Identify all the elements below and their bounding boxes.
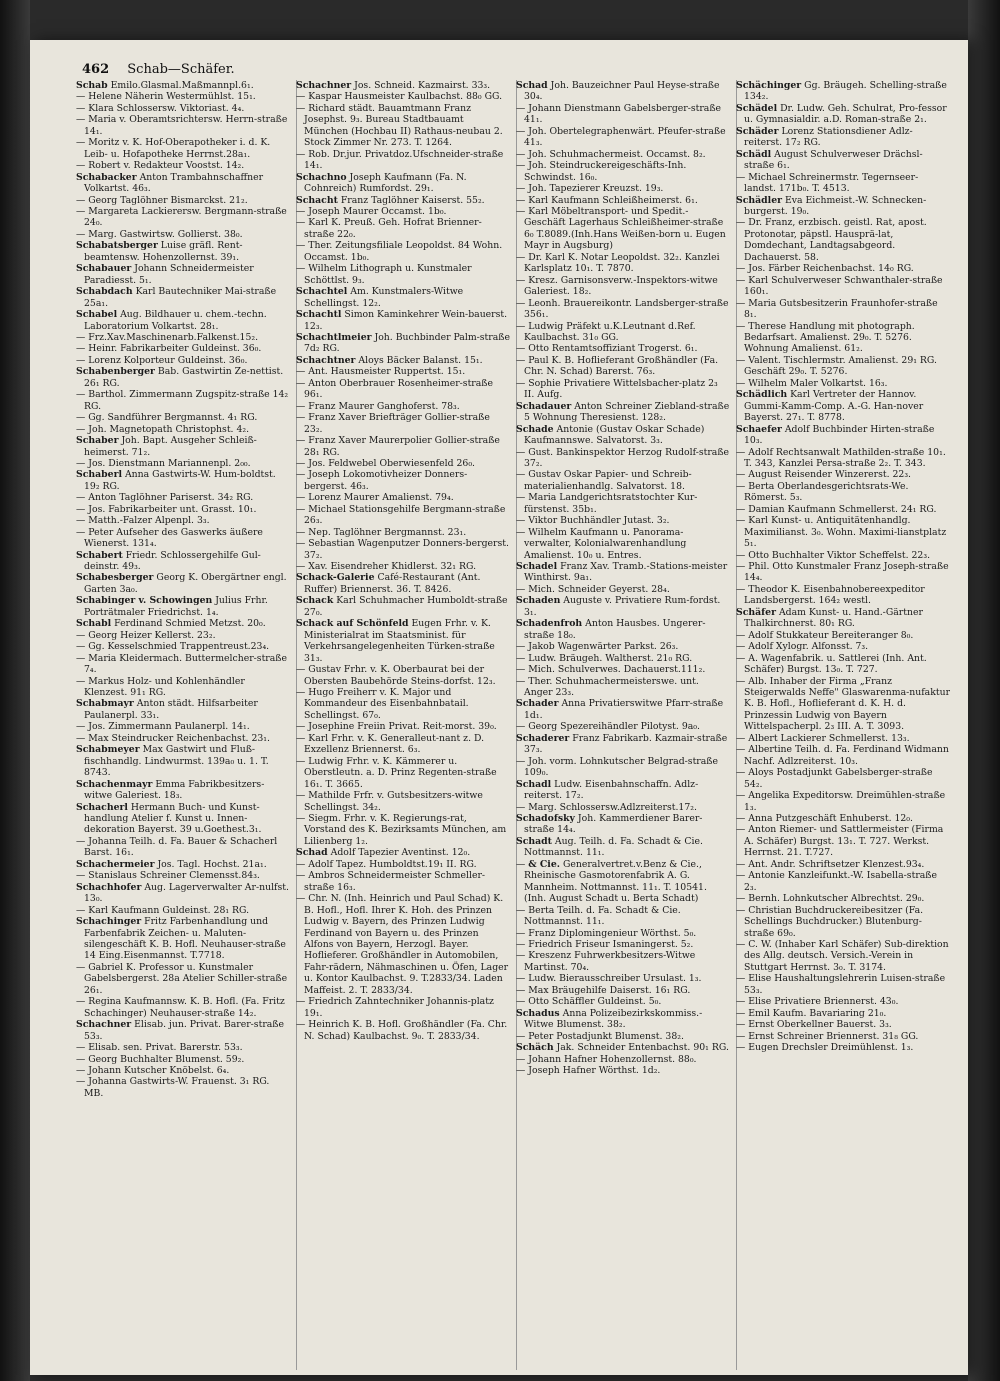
directory-column-2 xyxy=(296,80,510,1370)
entry-surname: Schadt xyxy=(516,835,552,847)
entry-surname: Schaefer xyxy=(736,423,782,435)
directory-entry: Schadel Franz Xav. Tramb.-Stations-meister Winthirst. 9a₁. xyxy=(516,561,728,584)
directory-entry: — Damian Kaufmann Schmellerst. 24₁ RG. xyxy=(736,503,937,515)
directory-entry: — Johanna Teilh. d. Fa. Bauer & Schacherl Barst. 16₁. xyxy=(76,835,278,859)
directory-entry: — Otto Schäffler Guldeinst. 5₀. xyxy=(516,996,662,1008)
directory-entry: — Jakob Wagenwärter Parkst. 26₃. xyxy=(516,641,679,653)
directory-entry: — Kaspar Hausmeister Kaulbachst. 88₀ GG. xyxy=(296,91,503,103)
entry-surname: Schachhofer xyxy=(76,881,142,893)
directory-entry: — Jos. Färber Reichenbachst. 14₀ RG. xyxy=(736,263,914,275)
directory-entry: — Elise Haushaltungslehrerin Luisen-straße 53₃. xyxy=(736,973,946,996)
directory-entry: — Otto Buchhalter Viktor Scheffelst. 22₃. xyxy=(736,549,931,561)
directory-entry: — Michael Schreinermstr. Tegernseer-landst. 171b₀. T. 4513. xyxy=(736,171,919,195)
running-head: Schab—Schäfer. xyxy=(127,62,235,77)
directory-entry: — Wilhelm Maler Volkartst. 16₃. xyxy=(736,377,888,389)
directory-entry: Schäder Lorenz Stationsdiener Adlz-reiterst. 17₂ RG. xyxy=(736,125,913,149)
directory-entry: — Ernst Oberkellner Bauerst. 3₃. xyxy=(736,1019,892,1031)
entry-surname: Schachtner xyxy=(296,354,356,366)
entry-surname: Schacht xyxy=(296,194,338,206)
directory-entry: — Helene Näherin Westermühlst. 15₁. xyxy=(76,91,256,103)
directory-entry: — Robert v. Redakteur Voostst. 14₂. xyxy=(76,160,245,172)
directory-column-3 xyxy=(516,80,730,1370)
directory-entry: — Therese Handlung mit photograph. Bedarfsart. Amalienst. 29₀. T. 5276. Wohnung Amalienst. 61₂. xyxy=(736,320,915,355)
entry-surname: Schachinger xyxy=(76,916,142,928)
entry-surname: Schabl xyxy=(76,618,112,630)
directory-entry: Schadus Anna Polizeibezirkskommiss.-Witwe Blumenst. 38₂. xyxy=(516,1007,703,1031)
directory-entry: Schabel Aug. Bildhauer u. chem.-techn. Laboratorium Volkartst. 28₁. xyxy=(76,309,267,332)
directory-entry: — Christian Buchdruckereibesitzer (Fa. Schellings Buchdrucker.) Blutenburg-straße 69₀. xyxy=(736,904,924,939)
directory-entry: — Elisab. sen. Privat. Barerstr. 53₃. xyxy=(76,1042,243,1054)
directory-entry: Schack Karl Schuhmacher Humboldt-straße 27₀. xyxy=(296,595,508,618)
directory-entry: — Anton Taglöhner Pariserst. 34₂ RG. xyxy=(76,492,254,504)
entry-surname: Schad xyxy=(516,80,548,91)
directory-entry: — Elise Privatiere Briennerst. 43₀. xyxy=(736,996,899,1008)
directory-entry: Schabesberger Georg K. Obergärtner engl. Garten 3a₀. xyxy=(76,572,287,595)
directory-entry: — Georg Taglöhner Bismarckst. 21₂. xyxy=(76,194,248,206)
entry-surname: Schäder xyxy=(736,125,779,137)
page-header xyxy=(82,62,235,77)
directory-entry: — Nep. Taglöhner Bergmannst. 23₁. xyxy=(296,526,467,538)
directory-entry: — Maria Gutsbesitzerin Fraunhofer-straße 8₁. xyxy=(736,297,938,321)
directory-entry: — Karl Möbeltransport- und Spedit.-Geschäft Lagerhaus Schleißheimer-straße 6₀ T.8089.(Inh.Hans Weißen-born u. Eugen Mayr in Augsburg) xyxy=(516,205,726,252)
entry-surname: Schächinger xyxy=(736,80,802,91)
directory-entry: — Wilhelm Kaufmann u. Panorama-verwalter, Kolonialwarenhandlung Amalienst. 10₀ u. Entres. xyxy=(516,526,687,561)
directory-entry: Schade Antonie (Gustav Oskar Schade) Kaufmannswe. Salvatorst. 3₃. xyxy=(516,423,705,447)
directory-entry: Schack-Galerie Café-Restaurant (Ant. Ruffer) Briennerst. 36. T. 8426. xyxy=(296,572,481,595)
entry-surname: Schabert xyxy=(76,549,123,561)
entry-surname: Schader xyxy=(516,698,559,710)
directory-entry: — Karl Kaufmann Guldeinst. 28₁ RG. xyxy=(76,904,250,916)
directory-entry: — Jos. Feldwebel Oberwiesenfeld 26₀. xyxy=(296,457,476,469)
directory-entry: Schädl August Schulverweser Drächsl-straße 6₁. xyxy=(736,148,923,172)
directory-entry: Schächinger Gg. Bräugeh. Schelling-straße 134₂. xyxy=(736,80,947,103)
directory-entry: — Moritz v. K. Hof-Oberapotheker i. d. K. Leib- u. Hofapotheke Herrnst.28a₁. xyxy=(76,137,271,160)
entry-surname: Schade xyxy=(516,423,554,435)
directory-entry: — Joh. Obertelegraphenwärt. Pfeufer-straße 41₃. xyxy=(516,125,726,149)
directory-entry: — Dr. Franz, erzbisch. geistl. Rat, apost. Protonotar, päpstl. Hausprä-lat, Domdechant, Landtagsabgeord. Dachauerst. 58. xyxy=(736,217,927,263)
entry-surname: Schaberl xyxy=(76,469,123,481)
directory-entry: — Joh. Steindruckereigeschäfts-Inh. Schwindst. 16₀. xyxy=(516,160,687,183)
directory-entry: — Markus Holz- und Kohlenhändler Klenzest. 91₁ RG. xyxy=(76,675,245,699)
entry-surname: Schabel xyxy=(76,309,118,321)
directory-entry: — Joh. Tapezierer Kreuzst. 19₃. xyxy=(516,183,664,195)
directory-entry: — Anna Putzgeschäft Enhuberst. 12₀. xyxy=(736,813,913,824)
entry-surname: Schabesberger xyxy=(76,572,154,584)
directory-entry: — Max Bräugehilfe Daiserst. 16₁ RG. xyxy=(516,984,691,996)
directory-entry: Schacht Franz Taglöhner Kaiserst. 55₂. xyxy=(296,194,485,206)
directory-entry: Schad Joh. Bauzeichner Paul Heyse-straße 30₄. xyxy=(516,80,720,103)
directory-entry: Schachtlmeier Joh. Buchbinder Palm-straße 7d₂ RG. xyxy=(296,331,510,355)
entry-surname: Schabmayr xyxy=(76,698,134,710)
entry-surname: Schad xyxy=(296,847,328,859)
directory-entry: — Albertine Teilh. d. Fa. Ferdinand Widmann Nachf. Adlzreiterst. 10₃. xyxy=(736,744,949,767)
directory-entry: — Sophie Privatiere Wittelsbacher-platz 2₃ II. Aufg. xyxy=(516,377,718,401)
entry-surname: & Cie. xyxy=(528,858,560,870)
entry-surname: Schaden xyxy=(516,595,561,607)
directory-entry: Schaber Joh. Bapt. Ausgeher Schleiß-heimerst. 71₂. xyxy=(76,435,257,458)
entry-surname: Schabatsberger xyxy=(76,240,158,252)
directory-entry: — Franz Diplomingenieur Wörthst. 5₀. xyxy=(516,927,697,939)
directory-entry: — Siegm. Frhr. v. K. Regierungs-rat, Vorstand des K. Bezirksamts München, am Lilienberg 1₂. xyxy=(296,813,507,847)
directory-page xyxy=(30,40,968,1375)
entry-surname: Schack-Galerie xyxy=(296,572,375,584)
directory-entry: — Joh. Schuhmachermeist. Occamst. 8₂. xyxy=(516,148,706,160)
entry-surname: Schack auf Schönfeld xyxy=(296,618,409,630)
directory-entry: — Viktor Buchhändler Jutast. 3₂. xyxy=(516,515,670,527)
directory-entry: — Johanna Gastwirts-W. Frauenst. 3₁ RG. MB. xyxy=(76,1076,270,1099)
entry-surname: Schadofsky xyxy=(516,813,575,824)
directory-entry: — Albert Lackierer Schmellerst. 13₃. xyxy=(736,732,910,744)
directory-entry: Schäch Jak. Schneider Entenbachst. 90₁ RG. xyxy=(516,1042,729,1054)
directory-entry: — Peter Aufseher des Gaswerks äußere Wienerst. 131₄. xyxy=(76,526,263,550)
directory-entry: — Lorenz Kolporteur Guldeinst. 36₀. xyxy=(76,354,248,366)
directory-entry: — Ludwig Präfekt u.K.Leutnant d.Ref. Kaulbachst. 31₀ GG. xyxy=(516,320,696,343)
directory-entry: — August Reisender Winzererst. 22₃. xyxy=(736,469,912,481)
directory-entry: Schabdach Karl Bautechniker Mai-straße 25a₁. xyxy=(76,286,277,309)
book-edge-shadow xyxy=(968,0,1000,1381)
directory-entry: — Barthol. Zimmermann Zugspitz-straße 14₂ RG. xyxy=(76,389,289,412)
entry-surname: Schab xyxy=(76,80,108,91)
directory-entry: — Adolf Rechtsanwalt Mathilden-straße 10₁. T. 343, Kanzlei Persa-straße 2₂. T. 343. xyxy=(736,446,946,469)
directory-entry: — Dr. Karl K. Notar Leopoldst. 32₂. Kanzlei Karlsplatz 10₁. T. 7870. xyxy=(516,251,720,275)
directory-entry: — Franz Maurer Ganghoferst. 78₃. xyxy=(296,400,460,412)
directory-entry: Schabmeyer Max Gastwirt und Fluß-fischhandlg. Lindwurmst. 139a₀ u. 1. T. 8743. xyxy=(76,744,269,779)
directory-entry: Schacherl Hermann Buch- und Kunst-handlung Atelier f. Kunst u. Innen-dekoration Bayerst. 39 u.Goethest.3₁. xyxy=(76,801,262,836)
entry-surname: Schabauer xyxy=(76,263,132,275)
directory-entry: — Ther. Zeitungsfiliale Leopoldst. 84 Wohn. Occamst. 1b₀. xyxy=(296,240,503,263)
directory-entry: — Josephine Freiin Privat. Reit-morst. 39₀. xyxy=(296,721,497,733)
directory-entry: — Adolf Xylogr. Alfonsst. 7₃. xyxy=(736,641,869,653)
directory-entry: — Gg. Sandführer Bergmannst. 4₁ RG. xyxy=(76,412,258,424)
directory-entry: Schabacker Anton Trambahnschaffner Volkartst. 46₃. xyxy=(76,171,264,195)
directory-entry: — Sebastian Wagenputzer Donners-bergerst. 37₂. xyxy=(296,538,509,561)
entry-surname: Schachner xyxy=(296,80,352,91)
directory-entry: — Berta Oberlandesgerichtsrats-We. Römerst. 5₃. xyxy=(736,480,909,504)
directory-entry: — Stanislaus Schreiner Clemensst.84₃. xyxy=(76,870,260,882)
directory-entry: — Adolf Stukkateur Bereiteranger 8₀. xyxy=(736,629,914,641)
directory-entry: Schabert Friedr. Schlossergehilfe Gul-deinstr. 49₃. xyxy=(76,549,261,573)
directory-entry: — Adolf Tapez. Humboldtst.19₁ II. RG. xyxy=(296,858,477,870)
directory-entry: — Gg. Kesselschmied Trappentreust.23₄. xyxy=(76,641,270,653)
directory-entry: Schädler Eva Eichmeist.-W. Schnecken-burgerst. 19₀. xyxy=(736,194,927,217)
directory-entry: — Ernst Schreiner Briennerst. 31₈ GG. xyxy=(736,1030,919,1042)
directory-entry: — Heinr. Fabrikarbeiter Guldeinst. 36₀. xyxy=(76,343,262,355)
directory-entry: Schachermeier Jos. Tagl. Hochst. 21a₁. xyxy=(76,858,267,870)
entry-surname: Schaber xyxy=(76,435,119,447)
directory-entry: — Ambros Schneidermeister Schmeller-straße 16₃. xyxy=(296,870,486,893)
entry-surname: Schabinger v. Schowingen xyxy=(76,595,213,607)
entry-surname: Schack xyxy=(296,595,334,607)
directory-entry: Schachno Joseph Kaufmann (Fa. N. Cohnreich) Rumfordst. 29₁. xyxy=(296,171,467,195)
directory-entry: — Ther. Schuhmachermeisterswe. unt. Anger 23₃. xyxy=(516,675,699,699)
directory-entry: — Georg Buchhalter Blumenst. 59₂. xyxy=(76,1053,245,1065)
entry-surname: Schabdach xyxy=(76,286,133,298)
directory-entry: — Frz.Xav.Maschinenarb.Falkenst.15₂. xyxy=(76,331,259,343)
directory-entry: — A. Wagenfabrik. u. Sattlerei (Inh. Ant. Schäfer) Burgst. 13₀. T. 727. xyxy=(736,652,927,676)
directory-entry: — Karl Kaufmann Schleißheimerst. 6₁. xyxy=(516,194,698,206)
entry-surname: Schachermeier xyxy=(76,858,155,870)
directory-entry: — Peter Postadjunkt Blumenst. 38₂. xyxy=(516,1030,684,1042)
directory-entry: — & Cie. Generalvertret.v.Benz & Cie., Rheinische Gasmotorenfabrik A. G. Mannheim. Nottmannst. 11₁. T. 10541. (Inh. August Schadt u. Berta Schadt) xyxy=(516,858,707,905)
directory-entry: Schabenberger Bab. Gastwirtin Ze-nettist. 26₁ RG. xyxy=(76,366,284,389)
directory-entry: — Bernh. Lohnkutscher Albrechtst. 29₀. xyxy=(736,893,925,905)
directory-entry: — Paul K. B. Hoflieferant Großhändler (Fa. Chr. N. Schad) Barerst. 76₃. xyxy=(516,354,719,378)
entry-surname: Schadauer xyxy=(516,400,572,412)
directory-entry: — Gustav Oskar Papier- und Schreib-materialienhandlg. Salvatorst. 18. xyxy=(516,469,692,492)
entry-surname: Schabenberger xyxy=(76,366,155,378)
directory-entry: Schad Adolf Tapezier Aventinst. 12₀. xyxy=(296,847,471,859)
entry-surname: Schäfer xyxy=(736,606,776,618)
directory-column-4 xyxy=(736,80,950,1370)
directory-entry: — Mathilde Frfr. v. Gutsbesitzers-witwe Schellingst. 34₂. xyxy=(296,790,483,813)
directory-entry: — Phil. Otto Kunstmaler Franz Joseph-straße 14₄. xyxy=(736,561,949,584)
directory-entry: — Eugen Drechsler Dreimühlenst. 1₃. xyxy=(736,1042,914,1054)
directory-entry: Schabmayr Anton städt. Hilfsarbeiter Paulanerpl. 33₁. xyxy=(76,698,258,721)
directory-entry: — Aloys Postadjunkt Gabelsberger-straße 54₂. xyxy=(736,767,933,790)
directory-entry: — Joh. Magnetopath Christophst. 4₂. xyxy=(76,423,250,435)
directory-entry: — Friedrich Friseur Ismaningerst. 5₂. xyxy=(516,938,694,950)
directory-entry: Schachtner Aloys Bäcker Balanst. 15₁. xyxy=(296,354,483,366)
entry-surname: Schädl xyxy=(736,148,772,160)
entry-surname: Schadus xyxy=(516,1007,560,1019)
directory-entry: — Antonie Kanzleifunkt.-W. Isabella-straße 2₃. xyxy=(736,870,938,893)
directory-entry: — Johann Kutscher Knöbelst. 6₄. xyxy=(76,1064,230,1076)
directory-entry: — Marg. Schlossersw.Adlzreiterst.17₂. xyxy=(516,801,697,813)
directory-entry: — Gustav Frhr. v. K. Oberbaurat bei der Obersten Baubehörde Steins-dorfst. 12₃. xyxy=(296,664,496,687)
directory-entry: — Alb. Inhaber der Firma „Franz Steigerwalds Neffe" Glaswarenma-nufaktur K. B. Hofl., Hoflieferant d. K. H. d. Prinzessin Ludwig von Bayern Wittelspacherpl. 2₃ III. A. T. 3093. xyxy=(736,675,950,733)
directory-entry: — Hugo Freiherr v. K. Major und Kommandeur des Eisenbahnbatail. Schellingst. 67₀. xyxy=(296,687,469,721)
directory-entry: — Kresz. Garnisonsverw.-Inspektors-witwe Galeriest. 18₂. xyxy=(516,274,718,298)
directory-entry: Schab Emilo.Glasmal.Maßmannpl.6₁. xyxy=(76,80,254,91)
directory-entry: — Jos. Fabrikarbeiter unt. Grasst. 10₁. xyxy=(76,503,257,515)
directory-entry: — Anton Oberbrauer Rosenheimer-straße 96₁. xyxy=(296,377,494,401)
directory-entry: — Marg. Gastwirtsw. Gollierst. 38₀. xyxy=(76,228,243,240)
directory-entry: Schaderer Franz Fabrikarb. Kazmair-straße 37₃. xyxy=(516,732,728,756)
directory-entry: — Leonh. Brauereikontr. Landsberger-straße 356₁. xyxy=(516,297,729,321)
entry-surname: Schachenmayr xyxy=(76,778,153,790)
directory-entry: — Joseph Hafner Wörthst. 1d₂. xyxy=(516,1064,661,1076)
directory-columns xyxy=(76,80,956,1370)
entry-surname: Schädlich xyxy=(736,389,788,401)
entry-surname: Schadl xyxy=(516,778,552,790)
directory-entry: Schachhofer Aug. Lagerverwalter Ar-nulfst. 13₀. xyxy=(76,881,289,905)
directory-entry: Schachner Elisab. jun. Privat. Barer-straße 53₃. xyxy=(76,1019,285,1042)
page-number: 462 xyxy=(82,62,110,77)
directory-entry: — Jos. Dienstmann Mariannenpl. 2₀₀. xyxy=(76,457,251,469)
directory-entry: — Joseph Maurer Occamst. 1b₀. xyxy=(296,205,447,217)
directory-entry: — Emil Kaufm. Bavariaring 21₀. xyxy=(736,1007,887,1019)
directory-entry: — Mich. Schulverwes. Dachauerst.111₂. xyxy=(516,664,706,676)
entry-surname: Schachno xyxy=(296,171,347,183)
directory-entry: Schachenmayr Emma Fabrikbesitzers-witwe Galeriest. 18₃. xyxy=(76,778,265,802)
directory-entry: Schachtl Simon Kaminkehrer Wein-bauerst. 12₃. xyxy=(296,309,508,332)
directory-entry: — Richard städt. Bauamtmann Franz Josephst. 9₃. Bureau Stadtbauamt München (Hochbau II) Rathaus-neubau 2. Stock Zimmer Nr. 273. T. 1264. xyxy=(296,102,503,149)
directory-entry: — Berta Teilh. d. Fa. Schadt & Cie. Nottmannst. 11₁. xyxy=(516,904,681,928)
directory-entry: — Karl Frhr. v. K. Generalleut-nant z. D. Exzellenz Briennerst. 6₃. xyxy=(296,732,485,756)
directory-entry: — Valent. Tischlermstr. Amalienst. 29₁ RG. Geschäft 29₀. T. 5276. xyxy=(736,354,937,378)
directory-entry: Schäfer Adam Kunst- u. Hand.-Gärtner Thalkirchnerst. 80₁ RG. xyxy=(736,606,923,630)
directory-entry: — Michael Stationsgehilfe Bergmann-straße 26₃. xyxy=(296,503,506,527)
directory-entry: — Johann Hafner Hohenzollernst. 88₀. xyxy=(516,1053,697,1065)
entry-surname: Schaderer xyxy=(516,732,570,744)
directory-entry: — Gabriel K. Professor u. Kunstmaler Gabelsbergerst. 28a Atelier Schiller-straße 26₁. xyxy=(76,961,288,996)
directory-entry: — Anton Riemer- und Sattlermeister (Firma A. Schäfer) Burgst. 13₁. T. 727. Werkst. Herrnst. 21. T.727. xyxy=(736,824,944,859)
directory-entry: — Wilhelm Lithograph u. Kunstmaler Schöttlst. 9₃. xyxy=(296,263,472,286)
directory-entry: — Max Steindrucker Reichenbachst. 23₁. xyxy=(76,732,270,744)
directory-entry: Schaberl Anna Gastwirts-W. Hum-boldtst. 19₂ RG. xyxy=(76,469,276,492)
directory-entry: — Karl K. Preuß. Geh. Hofrat Brienner-straße 22₀. xyxy=(296,217,482,240)
directory-entry: — Theodor K. Eisenbahnobereexpeditor Landsbergerst. 164₂ westl. xyxy=(736,583,925,607)
entry-surname: Schäch xyxy=(516,1042,554,1054)
directory-entry: — Kreszenz Fuhrwerkbesitzers-Witwe Martinst. 70₄. xyxy=(516,950,696,973)
book-gutter-shadow xyxy=(0,0,30,1381)
entry-surname: Schabacker xyxy=(76,171,137,183)
directory-entry: — Gust. Bankinspektor Herzog Rudolf-straße 37₂. xyxy=(516,446,730,469)
directory-entry: — Ludwig Frhr. v. K. Kämmerer u. Oberstleutn. a. D. Prinz Regenten-straße 16₁. T. 3665. xyxy=(296,755,497,790)
directory-entry: — Matth.-Falzer Alpenpl. 3₃. xyxy=(76,515,210,527)
directory-entry: — Angelika Expeditorsw. Dreimühlen-straße 1₃. xyxy=(736,790,946,813)
directory-entry: Schabinger v. Schowingen Julius Frhr. Porträtmaler Friedrichst. 1₄. xyxy=(76,595,268,618)
directory-entry: — Joseph Lokomotivheizer Donners-bergerst. 46₃. xyxy=(296,469,468,492)
directory-entry: — Rob. Dr.jur. Privatdoz.Ufschneider-straße 14₁. xyxy=(296,148,504,172)
entry-surname: Schachtel xyxy=(296,286,348,298)
directory-entry: — Chr. N. (Inh. Heinrich und Paul Schad) K. B. Hofl., Hofl. Ihrer K. Hoh. des Prinzen Ludwig v. Bayern, des Prinzen Ludwig Ferdinand von Bayern u. des Prinzen Alfons von Bayern, Herzogl. Bayer. Hoflieferer. Großhändler in Automobilen, Fahr-rädern, Nähmaschinen u. Öfen, Lager u. Kontor Kaulbachst. 9. T.2833/34. Laden Maffeist. 2. T. 2833/34. xyxy=(296,893,509,996)
directory-entry: — Franz Xaver Briefträger Gollier-straße 23₂. xyxy=(296,412,490,435)
entry-surname: Schädel xyxy=(736,102,778,114)
directory-entry: Schachner Jos. Schneid. Kazmairst. 33₃. xyxy=(296,80,491,91)
directory-entry: — Jos. Zimmermann Paulanerpl. 14₁. xyxy=(76,721,250,733)
directory-entry: Schadl Ludw. Eisenbahnschaffn. Adlz-reiterst. 17₂. xyxy=(516,778,699,802)
directory-entry: Schadt Aug. Teilh. d. Fa. Schadt & Cie. Nottmannst. 11₁. xyxy=(516,835,703,859)
directory-entry: — Franz Xaver Maurerpolier Gollier-straße 28₁ RG. xyxy=(296,435,500,458)
directory-entry: — Mich. Schneider Geyerst. 28₄. xyxy=(516,583,670,595)
directory-entry: — Karl Schulverweser Schwanthaler-straße 160₁. xyxy=(736,274,943,298)
directory-entry: Schack auf Schönfeld Eugen Frhr. v. K. Ministerialrat im Staatsminist. für Verkehrsangelegenheiten Türken-straße 31₃. xyxy=(296,618,495,664)
directory-entry: — Margareta Lackierersw. Bergmann-straße 24₀. xyxy=(76,205,287,229)
directory-entry: — Otto Rentamtsoffiziant Trogerst. 6₁. xyxy=(516,343,698,355)
directory-entry: Schädel Dr. Ludw. Geh. Schulrat, Pro-fessor u. Gymnasialdir. a.D. Roman-straße 2₁. xyxy=(736,102,947,126)
directory-entry: Schachinger Fritz Farbenhandlung und Farbenfabrik Zeichen- u. Maluten-silengeschäft K. B. Hofl. Neuhauser-straße 14 Eing.Eisenmannst. T.7718. xyxy=(76,916,286,962)
directory-entry: — Heinrich K. B. Hofl. Großhändler (Fa. Chr. N. Schad) Kaulbachst. 9₀. T. 2833/34. xyxy=(296,1019,508,1042)
directory-entry: — Ant. Hausmeister Ruppertst. 15₁. xyxy=(296,366,466,378)
directory-entry: — Johann Dienstmann Gabelsberger-straße 41₁. xyxy=(516,102,722,126)
directory-entry: Schabauer Johann Schneidermeister Paradiesst. 5₁. xyxy=(76,263,254,286)
entry-surname: Schabmeyer xyxy=(76,744,140,756)
directory-entry: — Friedrich Zahntechniker Johannis-platz 19₁. xyxy=(296,996,494,1019)
directory-entry: — Georg Heizer Kellerst. 23₂. xyxy=(76,629,216,641)
directory-entry: — Georg Spezereihändler Pilotyst. 9a₀. xyxy=(516,721,700,733)
entry-surname: Schachner xyxy=(76,1019,132,1031)
directory-entry: — Xav. Eisendreher Khidlerst. 32₁ RG. xyxy=(296,561,477,573)
directory-entry: — Ant. Andr. Schriftsetzer Klenzest.93₄. xyxy=(736,858,925,870)
entry-surname: Schachtl xyxy=(296,309,342,321)
directory-entry: Schabatsberger Luise gräfl. Rent-beamtensw. Hohenzollernst. 39₁. xyxy=(76,240,243,263)
directory-entry: Schadofsky Joh. Kammerdiener Barer-straße 14₄. xyxy=(516,813,703,836)
entry-surname: Schacherl xyxy=(76,801,128,813)
directory-column-1 xyxy=(76,80,290,1370)
directory-entry: — Ludw. Bierausschreiber Ursulast. 1₃. xyxy=(516,973,702,985)
directory-entry: Schadauer Anton Schreiner Ziebland-straße 5 Wohnung Theresienst. 128₂. xyxy=(516,400,730,424)
directory-entry: — Lorenz Maurer Amalienst. 79₄. xyxy=(296,492,454,504)
directory-entry: Schaefer Adolf Buchbinder Hirten-straße 10₃. xyxy=(736,423,935,447)
directory-entry: — Klara Schlossersw. Viktoriast. 4₄. xyxy=(76,102,245,114)
entry-surname: Schadenfroh xyxy=(516,618,583,630)
entry-surname: Schachtlmeier xyxy=(296,331,372,343)
directory-entry: — Regina Kaufmannsw. K. B. Hofl. (Fa. Fritz Schachinger) Neuhauser-straße 14₂. xyxy=(76,996,285,1019)
directory-entry: — Karl Kunst- u. Antiquitätenhandlg. Maximilianst. 3₀. Wohn. Maximi-lianstplatz 5₁. xyxy=(736,515,947,550)
directory-entry: Schabl Ferdinand Schmied Metzst. 20₀. xyxy=(76,618,266,630)
entry-surname: Schädler xyxy=(736,194,783,206)
directory-entry: — Joh. vorm. Lohnkutscher Belgrad-straße 109₀. xyxy=(516,755,719,779)
directory-entry: — Maria Kleidermach. Buttermelcher-straße 7₄. xyxy=(76,652,288,676)
directory-entry: Schaden Auguste v. Privatiere Rum-fordst. 3₁. xyxy=(516,595,721,618)
directory-entry: — C. W. (Inhaber Karl Schäfer) Sub-direktion des Allg. deutsch. Versich.-Verein in Stuttgart Herrnst. 3₀. T. 3174. xyxy=(736,938,949,973)
directory-entry: Schader Anna Privatierswitwe Pfarr-straße 1d₁. xyxy=(516,698,724,721)
entry-surname: Schadel xyxy=(516,561,558,573)
directory-entry: — Maria Landgerichtsratstochter Kur-fürstenst. 35b₁. xyxy=(516,492,698,515)
directory-entry: Schädlich Karl Vertreter der Hannov. Gummi-Kamm-Comp. A.-G. Han-nover Bayerst. 27₁. T. 8778. xyxy=(736,389,924,424)
directory-entry: — Ludw. Bräugeh. Waltherst. 21₀ RG. xyxy=(516,652,693,664)
directory-entry: Schadenfroh Anton Hausbes. Ungerer-straße 18₀. xyxy=(516,618,706,641)
directory-entry: — Maria v. Oberamtsrichtersw. Herrn-straße 14₁. xyxy=(76,114,288,137)
directory-entry: Schachtel Am. Kunstmalers-Witwe Schellingst. 12₂. xyxy=(296,286,464,309)
